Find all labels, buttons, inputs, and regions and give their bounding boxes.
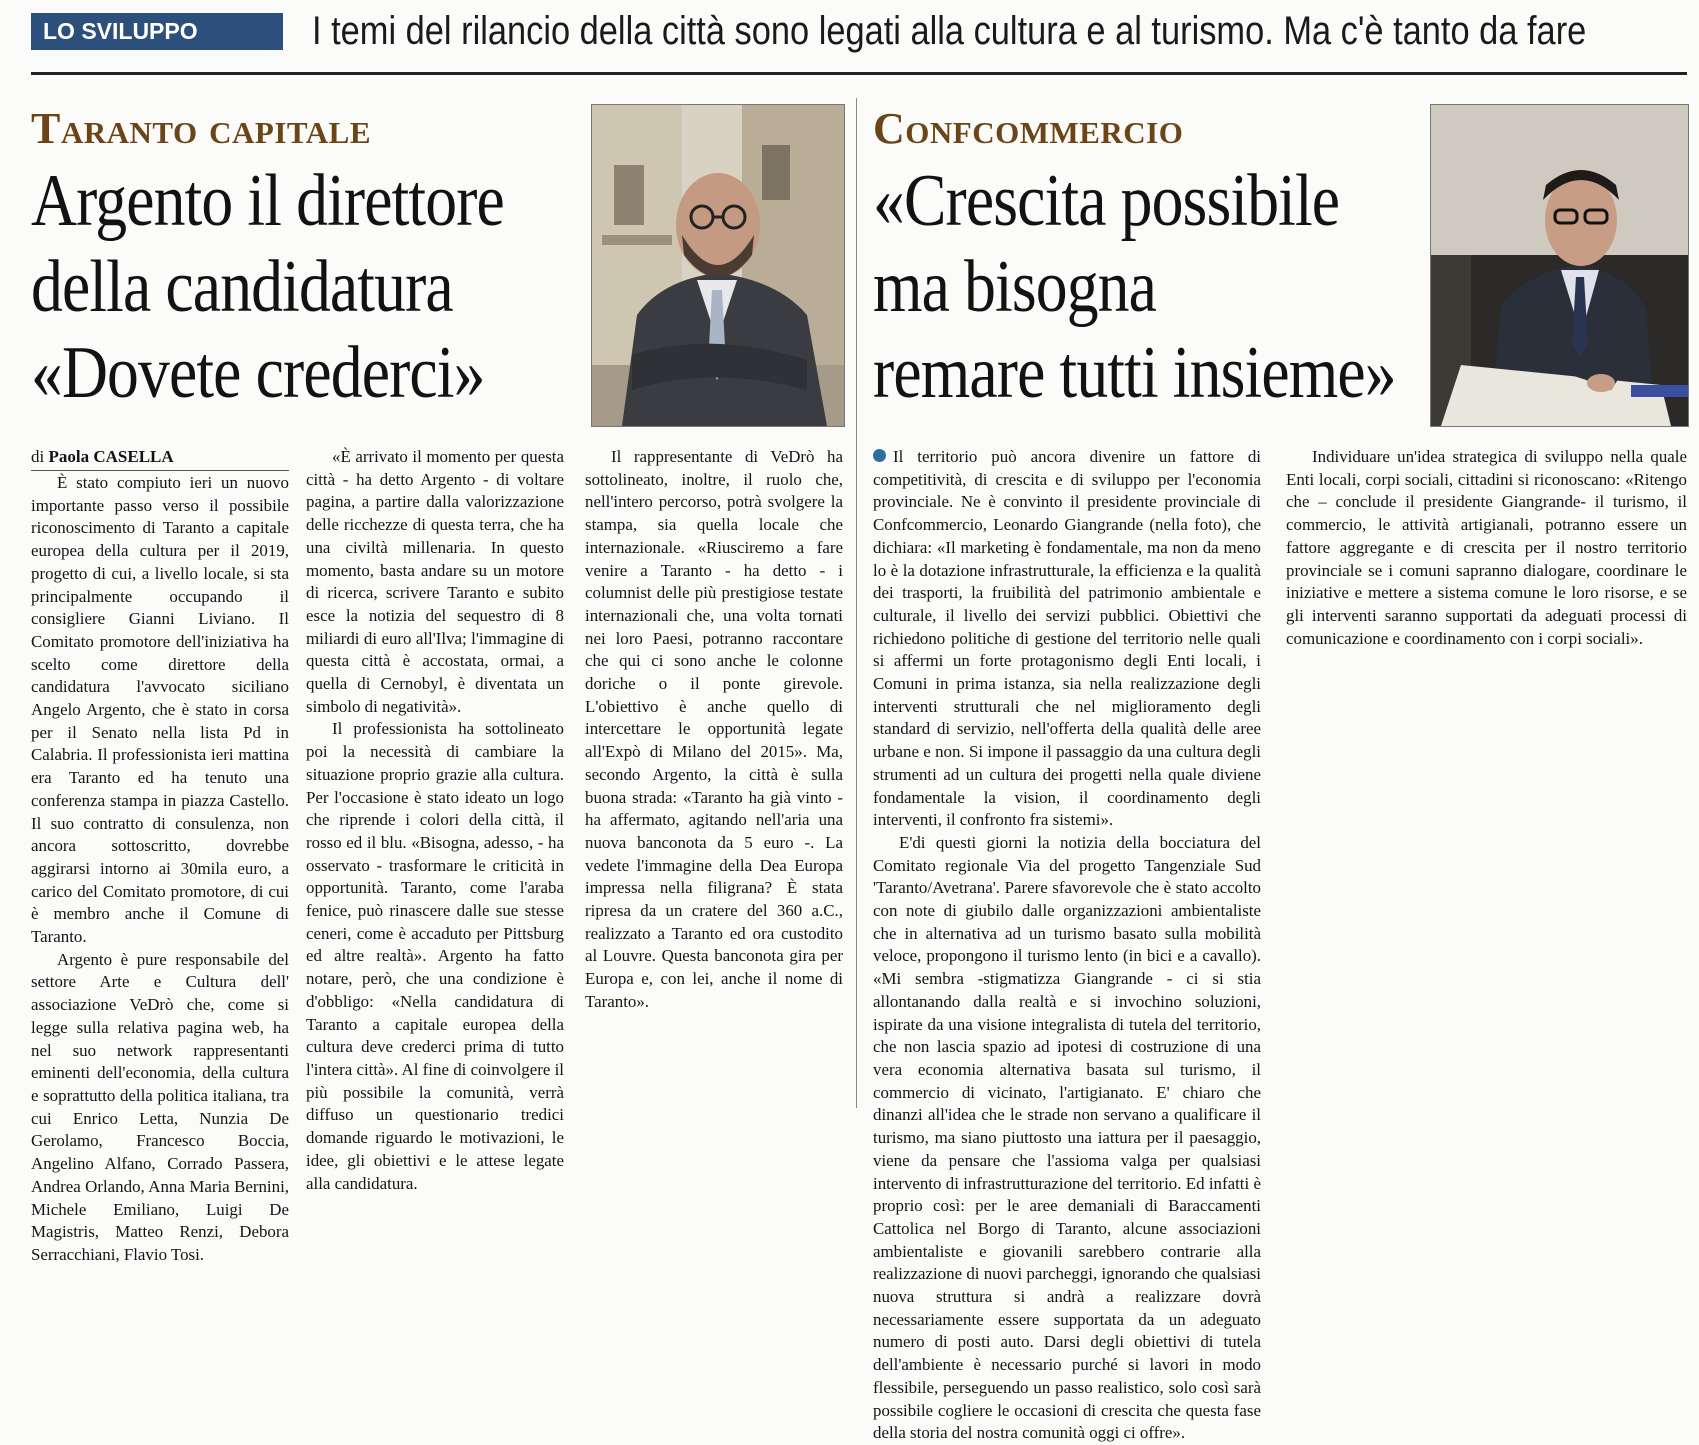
page-headline: I temi del rilancio della città sono legati alla cultura e al turismo. Ma c'è tanto da fare xyxy=(312,9,1587,53)
left-kicker: Taranto capitale xyxy=(31,104,372,153)
article-paragraph: Il professionista ha sottolineato poi la necessità di cambiare la situazione proprio grazie alla cultura. Per l'occasione è stato ideato un logo che riprende i colori della città, il rosso ed il blu. «Bisogna, adesso, - ha osservato - trasformare le criticità in opportunità. Taranto, come l'araba fenice, può rinascere dalle sue stesse ceneri, come è accaduto per Pittsburg ed altre realtà». Argento ha fatto notare, però, che una condizione è d'obbligo: «Nella candidatura di Taranto a capitale europea della cultura deve crederci prima di tutto l'intera città». Al fine di coinvolgere il più possibile la comunità, verrà diffuso un questionario tredici domande riguardo le motivazioni, le idee, gli obiettivi e le attese legate alla candidatura. xyxy=(306,719,564,1193)
article-paragraph: «È arrivato il momento per questa città - ha detto Argento - di voltare pagina, a partire dalla valorizzazione delle ricchezze di questa terra, che ha una civiltà millenaria. In questo momento, basta andare su un motore di ricerca, scrivere Taranto e subito esce la notizia del sequestro di 8 miliardi di euro all'Ilva; l'immagine di questa città è accostata, ormai, a quella di Cernobyl, è diventata un simbolo di negatività». xyxy=(306,447,564,716)
article-paragraph xyxy=(873,446,1261,832)
right-column-1 xyxy=(873,446,1261,1443)
right-title-line: ma bisogna xyxy=(873,246,1157,328)
left-column-1 xyxy=(31,472,289,1264)
left-column-3 xyxy=(585,446,843,1108)
left-column-2 xyxy=(306,446,564,1193)
left-title-line: della candidatura xyxy=(31,246,453,328)
giangrande-photo xyxy=(1430,104,1689,427)
right-column-2 xyxy=(1286,446,1687,1108)
article-paragraph: E'di questi giorni la notizia della bocciatura del Comitato regionale Via del progetto Tangenziale Sud 'Taranto/Avetrana'. Parere sfavorevole che è stato accolto con note di giubilo dalle organizzazioni ambientaliste che in alternativa ad un turismo basato sulla mobilità veloce, propongono il turismo lento (in bici e a cavallo). «Mi sembra -stigmatizza Giangrande - ci si stia allontanando dalla realtà e si invochino soluzioni, ispirate da una visione integralista di tutela del territorio, che non lascia spazio ad ipotesi di costruzione di una vera economia alternativa basata sul turismo, il commercio di vicinato, l'artigianato. E' chiaro che dinanzi all'idea che le strade non servano a qualificare il turismo, ma siano piuttosto una iattura per il paesaggio, viene da pensare che l'assioma valga per qualsiasi intervento di infrastrutturazione del territorio. Ed infatti è proprio così: per le aree demaniali di Baraccamenti Cattolica nel Borgo di Taranto, alcune associazioni ambientaliste e giovanili sarebbero contrarie alla realizzazione di nuovi parcheggi, ignorando che qualsiasi nuova struttura si andrà a realizzare dovrà necessariamente essere supportata da un adeguato numero di posti auto. Darsi degli obiettivi di tutela dell'ambiente è necessario purché si lavori in modo flessibile, perseguendo un passo realistico, solo così sarà possibile cogliere le occasioni di crescita che questa fase della storia del nostra comunità oggi ci offre». xyxy=(873,832,1261,1443)
byline-prefix: di xyxy=(31,447,45,466)
argento-photo-illustration xyxy=(592,105,844,426)
right-title-line: «Crescita possibile xyxy=(873,160,1340,242)
byline xyxy=(31,447,289,471)
right-kicker: Confcommercio xyxy=(873,104,1184,153)
article-paragraph: Individuare un'idea strategica di sviluppo nella quale Enti locali, corpi sociali, cittadini si riconoscano: «Ritengo che – conclude il presidente Giangrande- il turismo, il commercio, le attività artigianali, potranno essere un fattore aggregante e di crescita per il nostro territorio provinciale se i comuni sapranno dialogare, coordinare le iniziative e mettere a sistema comune le loro risorse, e se gli interventi saranno supportati da adeguati processi di comunicazione e coordinamento con i corpi sociali». xyxy=(1286,447,1687,648)
article-paragraph-text: Il territorio può ancora divenire un fattore di competitività, di crescita e di sviluppo per l'economia provinciale. Ne è convinto il presidente provinciale di Confcommercio, Leonardo Giangrande (nella foto), che dichiara: «Il marketing è fondamentale, ma non da meno lo è la dotazione infrastrutturale, la efficienza e la qualità dei trasporti, la fruibilità del patrimonio ambientale e culturale, il livello dei servizi pubblici. Obiettivi che richiedono politiche di gestione del territorio nelle quali si affermi un forte protagonismo degli Enti locali, i Comuni in prima istanza, sia nella realizzazione degli interventi strutturali che nel miglioramento degli standard di servizio, nell'offerta della qualità delle aree urbane e non. Si impone il passaggio da una cultura degli strumenti ad un cultura dei progetti nella quale diviene fondamentale la vision, il coordinamento degli interventi, il confronto fra sistemi». xyxy=(873,447,1261,830)
article-paragraph: È stato compiuto ieri un nuovo importante passo verso il possibile riconoscimento di Taranto a capitale europea della cultura per il 2019, progetto di cui, a livello locale, si sta principalmente occupando il consigliere Gianni Liviano. Il Comitato promotore dell'iniziativa ha scelto come direttore della candidatura l'avvocato siciliano Angelo Argento, che è stato in corsa per il Senato nella lista Pd in Calabria. Il professionista ieri mattina era Taranto ed ha tenuto una conferenza stampa in piazza Castello. Il suo contratto di consulenza, non ancora sottoscritto, dovrebbe aggirarsi intorno ai 30mila euro, a carico del Comitato promotore, di cui è membro anche il Comune di Taranto. xyxy=(31,473,289,947)
article-paragraph: Il rappresentante di VeDrò ha sottolineato, inoltre, il ruolo che, nell'intero percorso, potrà svolgere la stampa, sia quella locale che internazionale. «Riusciremo a fare venire a Taranto - ha detto - i columnist delle più prestigiose testate internazionali che, una volta tornati nei loro Paesi, potranno raccontare che qui ci sono anche le colonne doriche o il ponte girevole. L'obiettivo è anche quello di intercettare le opportunità legate all'Expò di Milano del 2015». Ma, secondo Argento, la città è sulla buona strada: «Taranto ha già vinto - ha affermato, agitando nell'aria una nuova banconota da 5 euro -. La vedete l'immagine della Dea Europa impressa nella filigrana? È stata ripresa da un cratere del 360 a.C., realizzato a Taranto ed ora custodito al Louvre. Questa banconota gira per Europa e, con lei, anche il nome di Taranto». xyxy=(585,447,843,1011)
bullet-icon xyxy=(873,449,886,462)
article-paragraph: Argento è pure responsabile del settore Arte e Cultura dell' associazione VeDrò che, come si legge sulla relativa pagina web, ha nel suo network rappresentanti eminenti dell'economia, della cultura e soprattutto della politica italiana, tra cui Enrico Letta, Nunzia De Gerolamo, Francesco Boccia, Angelino Alfano, Corrado Passera, Andrea Orlando, Anna Maria Bernini, Michele Emiliano, Luigi De Magistris, Matteo Renzi, Debora Serracchiani, Flavio Tosi. xyxy=(31,949,289,1264)
left-title-line: Argento il direttore xyxy=(31,160,504,242)
argento-photo xyxy=(591,104,845,427)
article-divider xyxy=(856,98,857,1108)
giangrande-photo-illustration xyxy=(1431,105,1688,426)
section-tag: LO SVILUPPO xyxy=(31,13,283,50)
left-title-line: «Dovete crederci» xyxy=(31,332,485,414)
byline-author: Paola CASELLA xyxy=(48,447,174,466)
right-title-line: remare tutti insieme» xyxy=(873,332,1396,414)
header-rule xyxy=(31,72,1687,75)
left-title xyxy=(31,158,504,416)
right-title xyxy=(873,158,1396,416)
